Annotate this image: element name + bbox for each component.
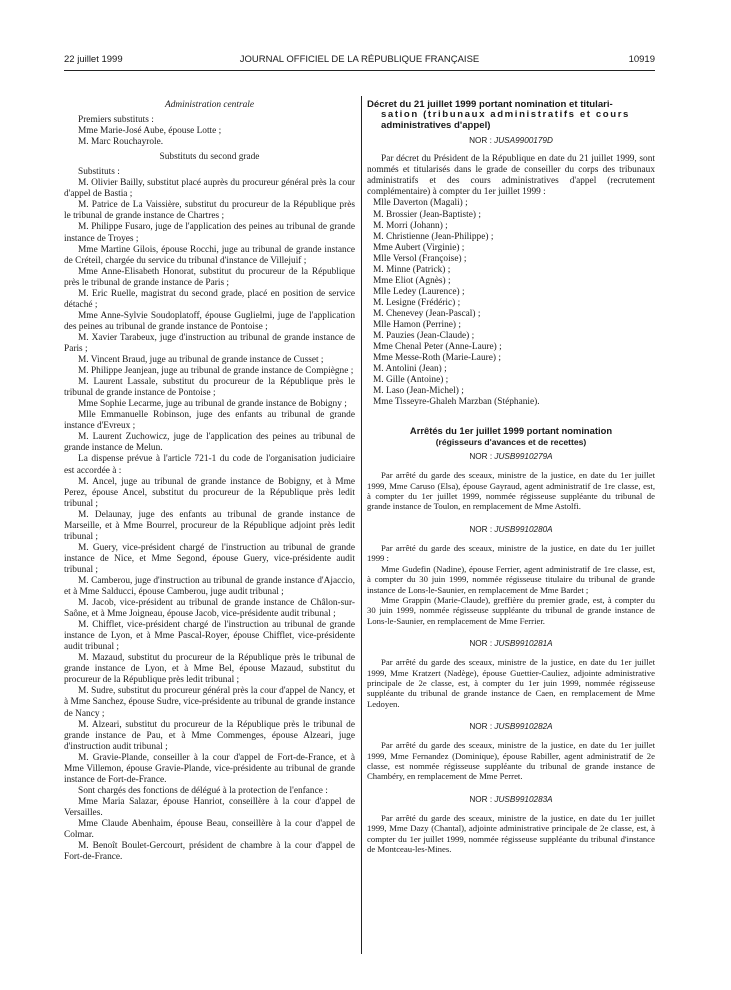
decree-title-line: Décret du 21 juillet 1999 portant nomination et titulari- [367,99,613,110]
issue-date: 22 juillet 1999 [64,54,123,65]
nor-reference [367,135,655,146]
premiers-label: Premiers substituts : [78,115,154,126]
paragraph: M. Mazaud, substitut du procureur de la République près le tribunal de grande instance de Lyon, et à Mme Bel, épouse Mazaud, substitut du procureur de la République près ledit tribunal ; [64,653,355,686]
nominee: Mlle Ledey (Laurence) ; [373,286,465,297]
nor-code: JUSB9910281A [494,639,553,649]
nominee: Mlle Daverton (Magali) ; [373,198,468,209]
nominee: M. Christienne (Jean-Philippe) ; [373,231,494,242]
paragraph: Mme Anne-Sylvie Soudoplatoff, épouse Guglielmi, juge de l'application des peines au tribunal de grande instance de Pontoise ; [64,310,355,332]
column-divider [361,96,362,954]
paragraph: Mme Anne-Elisabeth Honorat, substitut du procureur de la République près le tribunal de grande instance de Paris ; [64,266,355,288]
decree-title [367,100,655,131]
paragraph: Mme Martine Gilois, épouse Rocchi, juge au tribunal de grande instance de Créteil, chargée du service du tribunal d'instance de Villejuif ; [64,244,355,266]
nor-label: NOR : [469,794,493,804]
nominee: M. Brossier (Jean-Baptiste) ; [373,209,481,220]
nominee: M. Lesigne (Frédéric) ; [373,297,461,308]
paragraph: La dispense prévue à l'article 721-1 du code de l'organisation judiciaire est accordée à : [64,454,355,476]
decree-title-line: sation (tribunaux administratifs et cours [381,109,630,121]
nominee: Mlle Hamon (Perrine) ; [373,319,461,330]
nor-label: NOR : [469,722,493,732]
nor-code: JUSA9900179D [494,136,553,146]
left-column [64,100,355,863]
paragraph: M. Philippe Fusaro, juge de l'application des peines au tribunal de grande instance de Troyes ; [64,222,355,244]
paragraph: M. Sudre, substitut du procureur général près la cour d'appel de Nancy, et à Mme Sanchez, épouse Sudre, vice-présidente au tribunal de grande instance de Nancy ; [64,686,355,719]
decree-text: Par décret du Président de la République en date du 21 juillet 1999, sont nommés et titularisés dans le grade de conseiller du corps des tribunaux administratifs et des cours administratives d'appel (recrutement complémentaire) à compter du 1er juillet 1999 : [367,154,655,198]
paragraph: M. Laurent Lassale, substitut du procureur de la République près le tribunal de grande instance de Pontoise ; [64,377,355,399]
nor-label: NOR : [469,452,493,462]
page-header [64,54,655,68]
nominee: Mlle Versol (Françoise) ; [373,253,467,264]
nor-code: JUSB9910282A [494,722,553,732]
paragraph: M. Olivier Bailly, substitut placé auprès du procureur général près la cour d'appel de Bastia ; [64,178,355,200]
arrete-text: Par arrêté du garde des sceaux, ministre de la justice, en date du 1er juillet 1999, Mme Dazy (Chantal), adjointe administrative principale de 2e classe, est, à compter du 1er juillet 1999, nommée régisseuse suppléante du tribunal d'instance de Montceau-les-Mines. [367,812,655,855]
arretes-title [367,426,655,447]
nominee: M. Minne (Patrick) ; [373,264,451,275]
nor-code: JUSB9910283A [494,794,553,804]
arrete-text: Par arrêté du garde des sceaux, ministre de la justice, en date du 1er juillet 1999 : [367,542,655,564]
paragraph: Mme Sophie Lecarme, juge au tribunal de grande instance de Bobigny ; [78,399,347,410]
nor-label: NOR : [469,136,492,146]
paragraph: Sont chargés des fonctions de délégué à la protection de l'enfance : [78,785,328,796]
nominee: Mme Chenal Peter (Anne-Laure) ; [373,342,502,353]
nominee: M. Pauzies (Jean-Claude) ; [373,331,475,342]
paragraph: M. Gravie-Plande, conseiller à la cour d'appel de Fort-de-France, et à Mme Villemon, épouse Gravie-Plande, vice-présidente au tribunal de grande instance de Fort-de-France. [64,752,355,785]
arrete-text: Mme Grappin (Marie-Claude), greffière du premier grade, est, à compter du 30 juin 1999, nommée régisseuse suppléante du tribunal de grande instance de Lons-le-Saunier, en remplacement de Mme Ferrier. [367,594,655,626]
nominee: M. Gille (Antoine) ; [373,375,449,386]
paragraph: M. Laurent Zuchowicz, juge de l'application des peines au tribunal de grande instance de Melun. [64,432,355,454]
right-column [367,100,655,855]
nominee: Mme Eliot (Agnès) ; [373,275,451,286]
paragraph: M. Jacob, vice-président au tribunal de grande instance de Châlon-sur-Saône, et à Mme Joigneau, épouse Jacob, vice-présidente audit tribunal ; [64,598,355,620]
nominee: M. Antolini (Jean) ; [373,364,447,375]
substituts-label: Substituts : [78,167,120,178]
nor-reference [367,524,655,535]
premier-entry: Mme Marie-José Aube, épouse Lotte ; [78,126,222,137]
paragraph: Mme Maria Salazar, épouse Hanriot, conseillère à la cour d'appel de Versailles. [64,796,355,818]
arrete-text: Par arrêté du garde des sceaux, ministre de la justice, en date du 1er juillet 1999, Mme Caruso (Elsa), épouse Gayraud, agent administratif de 1re classe, est, à compter du 1er juillet 1999, nommée régisseuse suppléante du tribunal de grande instance de Toulon, en remplacement de Mme Astolfi. [367,470,655,512]
paragraph: M. Alzeari, substitut du procureur de la République près le tribunal de grande instance de Pau, et à Mme Commenges, épouse Alzeari, juge d'instruction audit tribunal ; [64,719,355,752]
nominee: Mme Tisseyre-Ghaleh Marzban (Stéphanie). [373,397,540,408]
nor-reference [367,638,655,649]
journal-title: JOURNAL OFFICIEL DE LA RÉPUBLIQUE FRANÇAISE [239,54,480,65]
paragraph: Mme Claude Abenhaim, épouse Beau, conseillère à la cour d'appel de Colmar. [64,819,355,841]
paragraph: M. Camberou, juge d'instruction au tribunal de grande instance d'Ajaccio, et à Mme Salducci, épouse Camberou, juge audit tribunal ; [64,575,355,598]
paragraph: M. Benoît Boulet-Gercourt, président de chambre à la cour d'appel de Fort-de-France. [64,841,355,863]
nor-reference [367,794,655,805]
paragraph: M. Guery, vice-président chargé de l'instruction au tribunal de grande instance de Nice, et Mme Segond, épouse Guery, vice-présidente audit tribunal ; [64,542,355,575]
arrete-text: Par arrêté du garde des sceaux, ministre de la justice, en date du 1er juillet 1999, Mme Fernandez (Dominique), épouse Rabiller, agent administratif de 2e classe, est nommée régisseuse suppléante du tribunal de grande instance de Chambéry, en remplacement de Mme Perret. [367,740,655,782]
page-number: 10919 [628,54,655,65]
paragraph: M. Ancel, juge au tribunal de grande instance de Bobigny, et à Mme Perez, épouse Ancel, substitut du procureur de la République près ledit tribunal ; [64,476,355,509]
paragraph: M. Patrice de La Vaissière, substitut du procureur de la République près le tribunal de grande instance de Chartres ; [64,200,355,222]
section-heading: Administration centrale [164,100,255,110]
nor-reference [367,451,655,462]
paragraph: Mlle Emmanuelle Robinson, juge des enfants au tribunal de grande instance d'Evreux ; [64,410,355,432]
nor-label: NOR : [469,639,493,649]
section-heading: Substituts du second grade [159,152,260,163]
nor-reference [367,721,655,732]
paragraph: M. Philippe Jeanjean, juge au tribunal de grande instance de Compiègne ; [78,366,354,377]
header-rule [64,70,655,71]
nor-label: NOR : [469,524,493,534]
nominee: M. Morri (Johann) ; [373,220,448,231]
nominee: Mme Messe-Roth (Marie-Laure) ; [373,353,501,364]
nor-code: JUSB9910279A [494,452,553,462]
arrete-text: Mme Gudefin (Nadine), épouse Ferrier, agent administratif de 1re classe, est, à compter du 30 juin 1999, nommée régisseuse titulaire du tribunal de grande instance de Lons-le-Saunier, en remplacement de Mme Bardet ; [367,563,655,595]
arretes-subtitle: (régisseurs d'avances et de recettes) [435,436,587,447]
nominee: M. Laso (Jean-Michel) ; [373,386,464,397]
nominee: M. Chenevey (Jean-Pascal) ; [373,308,481,319]
paragraph: M. Delaunay, juge des enfants au tribunal de grande instance de Marseille, et à Mme Bourrel, procureur de la République adjoint près ledit tribunal ; [64,509,355,542]
decree-title-line: administratives d'appel) [381,119,491,131]
arretes-title-line: Arrêtés du 1er juillet 1999 portant nomination [409,425,613,437]
nor-code: JUSB9910280A [494,524,553,534]
paragraph: M. Chifflet, vice-président chargé de l'instruction au tribunal de grande instance de Lyon, et à Mme Pascal-Royer, épouse Chifflet, vice-présidente audit tribunal ; [64,620,355,653]
paragraph: M. Eric Ruelle, magistrat du second grade, placé en position de service détaché ; [64,288,355,310]
paragraph: M. Vincent Braud, juge au tribunal de grande instance de Cusset ; [78,355,324,366]
paragraph: M. Xavier Tarabeux, juge d'instruction au tribunal de grande instance de Paris ; [64,332,355,354]
arrete-text: Par arrêté du garde des sceaux, ministre de la justice, en date du 1er juillet 1999, Mme Kratzert (Nadège), épouse Guettier-Cauliez, adjointe administrative principale de 2e classe, est, à compter du 1er juin 1999, nommée régisseuse suppléante du tribunal de grande instance de Caen, en remplacement de Mme Ledoyen. [367,657,655,709]
nominee: Mme Aubert (Virginie) ; [373,242,465,253]
premier-entry: M. Marc Rouchayrole. [78,137,164,148]
